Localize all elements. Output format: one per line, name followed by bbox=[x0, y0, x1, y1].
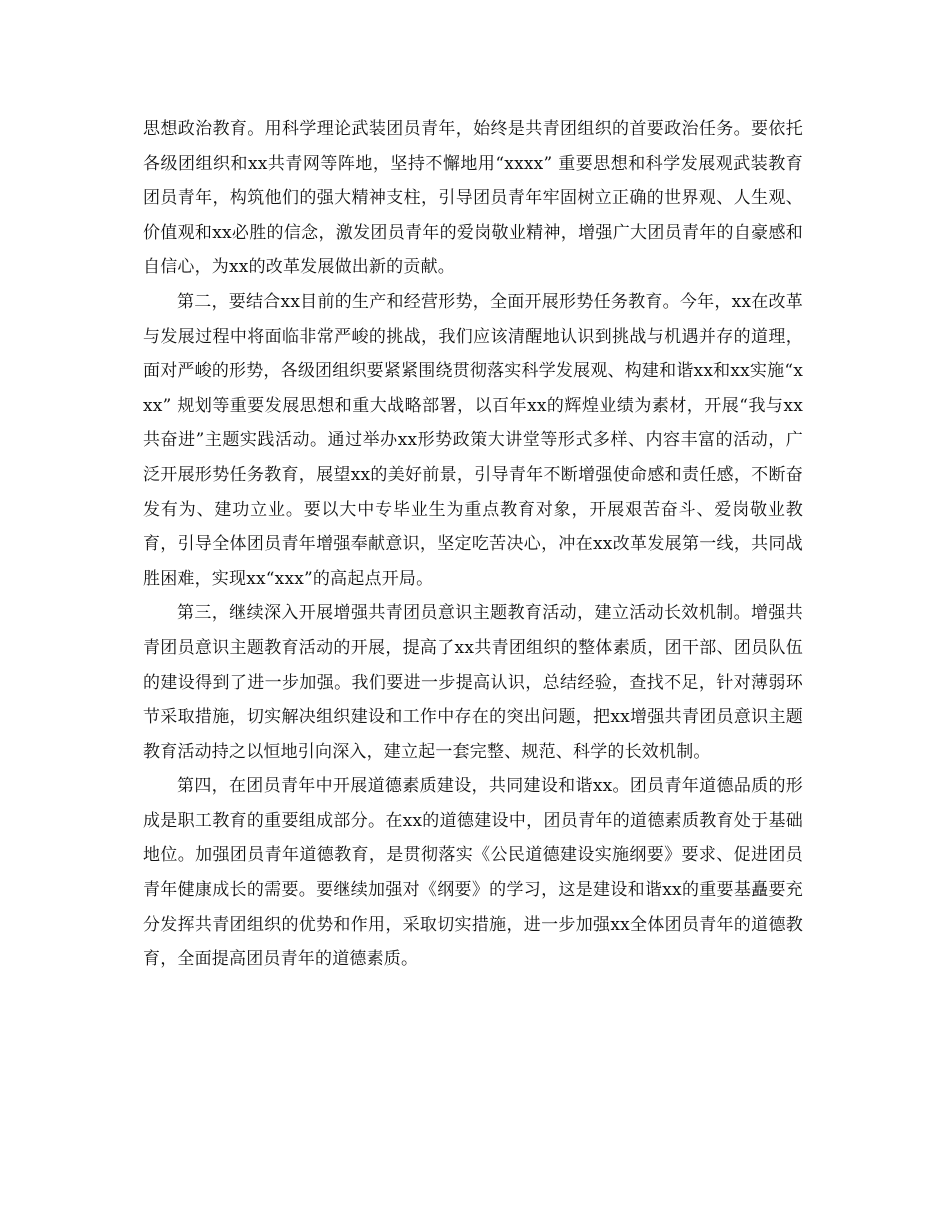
paragraph-third: 第三，继续深入开展增强共青团员意识主题教育活动，建立活动长效机制。增强共青团员意识主题教育活动的开展，提高了xx共青团组织的整体素质，团干部、团员队伍的建设得到了进一步加强。我们要进一步提高认识，总结经验，查找不足，针对薄弱环节采取措施，切实解决组织建设和工作中存在的突出问题，把xx增强共青团员意识主题教育活动持之以恒地引向深入，建立起一套完整、规范、科学的长效机制。 bbox=[143, 603, 803, 762]
paragraph-fourth: 第四，在团员青年中开展道德素质建设，共同建设和谐xx。团员青年道德品质的形成是职工教育的重要组成部分。在xx的道德建设中，团员青年的道德素质教育处于基础地位。加强团员青年道德教育，是贯彻落实《公民道德建设实施纲要》要求、促进团员青年健康成长的需要。要继续加强对《纲要》的学习，这是建设和谐xx的重要基矗要充分发挥共青团组织的优势和作用，采取切实措施，进一步加强xx全体团员青年的道德教育，全面提高团员青年的道德素质。 bbox=[143, 776, 803, 970]
paragraph-continuation: 思想政治教育。用科学理论武装团员青年，始终是共青团组织的首要政治任务。要依托各级团组织和xx共青网等阵地，坚持不懈地用“xxxx” 重要思想和科学发展观武装教育团员青年，构筑他们的强大精神支柱，引导团员青年牢固树立正确的世界观、人生观、价值观和xx必胜的信念，激发团员青年的爱岗敬业精神，增强广大团员青年的自豪感和自信心，为xx的改革发展做出新的贡献。 bbox=[143, 119, 803, 278]
paragraph-second: 第二，要结合xx目前的生产和经营形势，全面开展形势任务教育。今年，xx在改革与发展过程中将面临非常严峻的挑战，我们应该清醒地认识到挑战与机遇并存的道理，面对严峻的形势，各级团组织要紧紧围绕贯彻落实科学发展观、构建和谐xx和xx实施“xxx” 规划等重要发展思想和重大战略部署，以百年xx的辉煌业绩为素材，开展“我与xx共奋进”主题实践活动。通过举办xx形势政策大讲堂等形式多样、内容丰富的活动，广泛开展形势任务教育，展望xx的美好前景，引导青年不断增强使命感和责任感，不断奋发有为、建功立业。要以大中专毕业生为重点教育对象，开展艰苦奋斗、爱岗敬业教育，引导全体团员青年增强奉献意识，坚定吃苦决心，冲在xx改革发展第一线，共同战胜困难，实现xx“xxx”的高起点开局。 bbox=[143, 291, 803, 589]
document-body bbox=[143, 112, 803, 977]
